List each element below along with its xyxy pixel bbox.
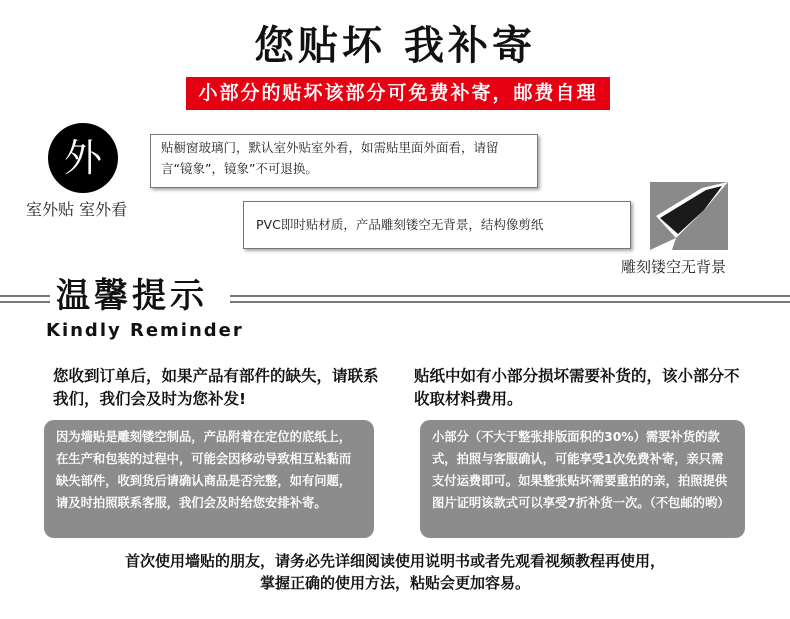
right-paragraph: 贴纸中如有小部分损坏需要补货的，该小部分不收取材料费用。 xyxy=(414,367,740,408)
material-note: PVC即时贴材质，产品雕刻镂空无背景，结构像剪纸 xyxy=(243,201,631,249)
page-title: 您贴坏 我补寄 xyxy=(254,23,536,69)
right-info-box: 小部分（不大于整张排版面积的30%）需要补货的款式，拍照与客服确认，可能享受1次免费补寄，亲只需支付运费即可。如果整张贴坏需要重拍的亲，拍照提供图片证明该款式可以享受7折补货一次。（不包邮的哟） xyxy=(420,420,745,538)
divider-left xyxy=(0,295,50,303)
footer-note xyxy=(0,550,790,594)
hollow-caption: 雕刻镂空无背景 xyxy=(621,258,727,276)
red-banner: 小部分的贴坏该部分可免费补寄，邮费自理 xyxy=(186,77,610,110)
left-paragraph: 您收到订单后，如果产品有部件的缺失，请联系我们，我们会及时为您补发! xyxy=(53,367,379,408)
footer-line-2: 掌握正确的使用方法，粘贴会更加容易。 xyxy=(259,574,530,592)
hollow-cut-icon xyxy=(646,178,732,254)
left-info-box: 因为墙贴是雕刻镂空制品，产品附着在定位的底纸上，在生产和包装的过程中，可能会因移动导致相互粘黏而缺失部件，收到货后请确认商品是否完整，如有问题，请及时拍照联系客服，我们会及时给您安排补寄。 xyxy=(44,420,374,538)
outside-note: 贴橱窗玻璃门，默认室外贴室外看，如需贴里面外面看，请留言“镜象”，镜象”不可退换。 xyxy=(150,134,538,188)
reminder-title: 温馨提示 xyxy=(56,276,208,316)
footer-line-1: 首次使用墙贴的朋友，请务必先详细阅读使用说明书或者先观看视频教程再使用， xyxy=(124,552,665,570)
divider-right xyxy=(230,295,790,303)
outside-badge-icon: 外 xyxy=(48,123,118,193)
outside-caption: 室外贴 室外看 xyxy=(26,200,128,219)
reminder-subtitle: Kindly Reminder xyxy=(46,320,244,341)
